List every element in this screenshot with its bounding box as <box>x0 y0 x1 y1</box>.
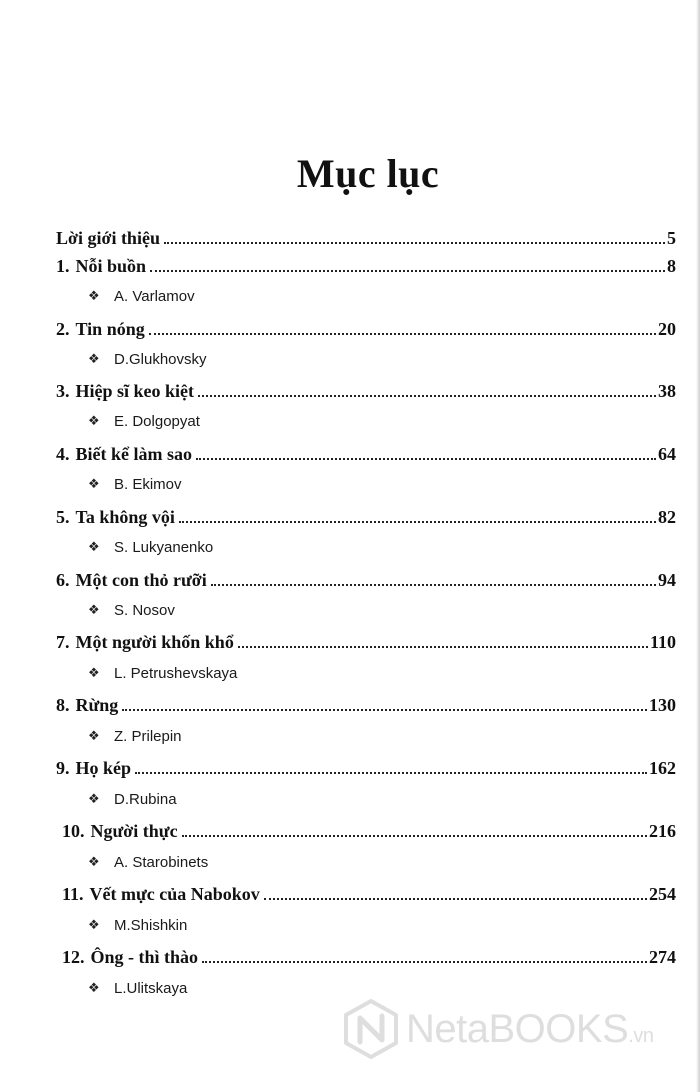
toc-entry-number: 6. <box>56 570 70 590</box>
toc-entry-title: Họ kép <box>75 758 132 778</box>
toc-page-number: 162 <box>649 758 676 778</box>
toc-page-number: 82 <box>658 507 676 527</box>
toc-author-7 <box>88 662 237 684</box>
toc-page-number: 8 <box>667 256 676 276</box>
toc-entry-title: Rừng <box>75 695 119 715</box>
dot-leader <box>211 584 656 586</box>
toc-author-12 <box>88 977 187 999</box>
toc-entry-4 <box>56 442 676 466</box>
author-name: D.Rubina <box>114 790 177 808</box>
watermark-brand <box>406 1007 653 1052</box>
toc-page-number: 38 <box>658 381 676 401</box>
netabooks-logo-icon <box>342 998 400 1060</box>
toc-page-number: 216 <box>649 821 676 841</box>
watermark-brand-name: NetaBOOKS <box>406 1006 629 1051</box>
diamond-bullet-icon: ❖ <box>88 351 100 366</box>
toc-author-1 <box>88 285 195 307</box>
toc-page-number: 110 <box>649 632 676 652</box>
diamond-bullet-icon: ❖ <box>88 854 100 869</box>
diamond-bullet-icon: ❖ <box>88 728 100 743</box>
dot-leader <box>122 709 647 711</box>
author-name: E. Dolgopyat <box>114 412 200 430</box>
diamond-bullet-icon: ❖ <box>88 791 100 806</box>
toc-page-number: 5 <box>667 228 676 248</box>
author-name: L.Ulitskaya <box>114 979 188 997</box>
toc-entry-9 <box>56 756 676 780</box>
dot-leader <box>135 772 647 774</box>
toc-entry-2 <box>56 317 676 341</box>
toc-author-9 <box>88 788 177 810</box>
toc-entry-title: Vết mực của Nabokov <box>89 884 260 904</box>
page-title: Mục lục <box>296 151 440 196</box>
author-name: Z. Prilepin <box>114 727 182 745</box>
toc-entry-number: 2. <box>56 319 70 339</box>
author-name: B. Ekimov <box>114 475 182 493</box>
toc-entry-number: 1. <box>56 256 70 276</box>
diamond-bullet-icon: ❖ <box>88 917 100 932</box>
toc-page-number: 20 <box>658 319 676 339</box>
toc-entry-8 <box>56 693 676 717</box>
toc-entry-number: 4. <box>56 444 70 464</box>
watermark <box>342 992 682 1066</box>
toc-page-number: 254 <box>649 884 676 904</box>
dot-leader <box>238 646 648 648</box>
diamond-bullet-icon: ❖ <box>88 539 100 554</box>
dot-leader <box>164 242 665 244</box>
toc-entry-title: Ông - thì thào <box>90 947 199 967</box>
toc-entry-title: Nỗi buồn <box>75 256 147 276</box>
toc-page-number: 94 <box>658 570 676 590</box>
toc-author-3 <box>88 410 200 432</box>
dot-leader <box>182 835 647 837</box>
diamond-bullet-icon: ❖ <box>88 288 100 303</box>
toc-entry-number: 9. <box>56 758 70 778</box>
watermark-suffix: .vn <box>628 1024 654 1047</box>
author-name: L. Petrushevskaya <box>114 664 238 682</box>
dot-leader <box>198 395 656 397</box>
dot-leader <box>150 270 665 272</box>
author-name: S. Nosov <box>114 601 175 619</box>
toc-entry-title: Người thực <box>90 821 178 841</box>
toc-entry-number: 7. <box>56 632 70 652</box>
toc-entry-number: 3. <box>56 381 70 401</box>
toc-author-6 <box>88 599 175 621</box>
dot-leader <box>202 961 647 963</box>
toc-entry-11 <box>62 882 676 906</box>
dot-leader <box>264 898 647 900</box>
toc-entry-title: Tin nóng <box>75 319 145 339</box>
toc-entry-number: 12. <box>62 947 85 967</box>
toc-entry-number: 10. <box>62 821 85 841</box>
toc-entry-title: Lời giới thiệu <box>56 228 160 248</box>
toc-entry-number: 5. <box>56 507 70 527</box>
author-name: S. Lukyanenko <box>114 538 214 556</box>
toc-entry-number: 11. <box>62 884 84 904</box>
author-name: M.Shishkin <box>114 916 188 934</box>
diamond-bullet-icon: ❖ <box>88 980 100 995</box>
author-name: A. Starobinets <box>114 853 209 871</box>
toc-entry-title: Biết kể làm sao <box>75 444 192 464</box>
author-name: D.Glukhovsky <box>114 350 207 368</box>
dot-leader <box>149 333 656 335</box>
toc-author-8 <box>88 725 182 747</box>
toc-entry-intro <box>56 226 676 250</box>
toc-entry-3 <box>56 379 676 403</box>
toc-author-4 <box>88 473 182 495</box>
toc-entry-title: Ta không vội <box>75 507 175 527</box>
dot-leader <box>196 458 656 460</box>
toc-entry-12 <box>62 945 676 969</box>
dot-leader <box>179 521 656 523</box>
toc-entry-10 <box>62 819 676 843</box>
toc-author-5 <box>88 536 213 558</box>
toc-entry-title: Hiệp sĩ keo kiệt <box>75 381 195 401</box>
diamond-bullet-icon: ❖ <box>88 413 100 428</box>
toc-entry-7 <box>56 630 676 654</box>
toc-entry-6 <box>56 568 676 592</box>
diamond-bullet-icon: ❖ <box>88 602 100 617</box>
toc-author-11 <box>88 914 187 936</box>
toc-page-number: 130 <box>649 695 676 715</box>
toc-entry-title: Một người khốn khổ <box>75 632 234 652</box>
toc-entry-number: 8. <box>56 695 70 715</box>
toc-page-number: 64 <box>658 444 676 464</box>
toc-entry-1 <box>56 254 676 278</box>
toc-author-10 <box>88 851 208 873</box>
diamond-bullet-icon: ❖ <box>88 665 100 680</box>
toc-entry-5 <box>56 505 676 529</box>
diamond-bullet-icon: ❖ <box>88 476 100 491</box>
toc-entry-title: Một con thỏ rưỡi <box>75 570 207 590</box>
toc-author-2 <box>88 348 207 370</box>
author-name: A. Varlamov <box>114 287 195 305</box>
toc-page-number: 274 <box>649 947 676 967</box>
